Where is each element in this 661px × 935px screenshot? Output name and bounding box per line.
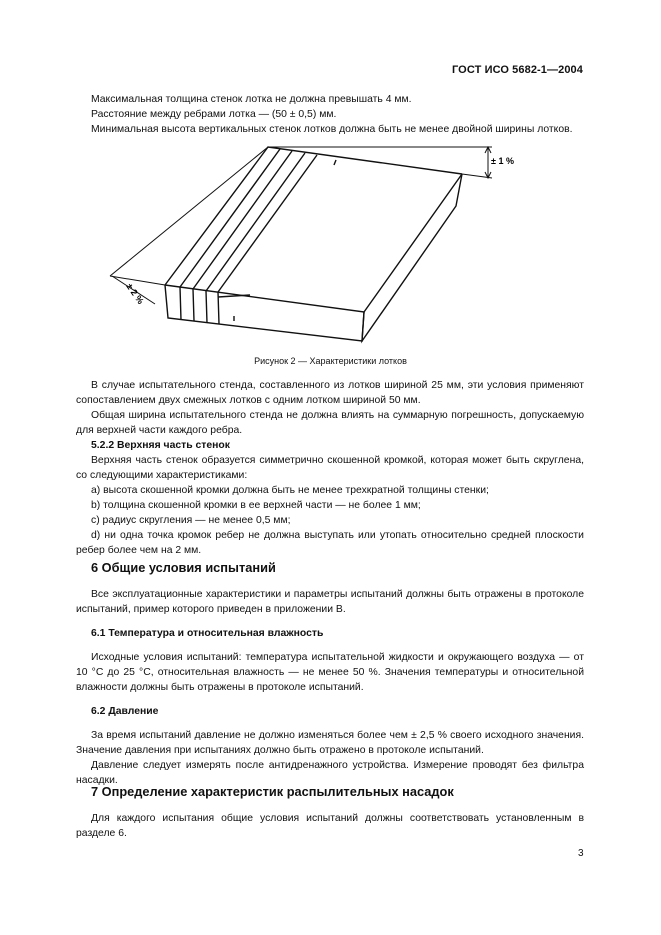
front-rib-2 [193,289,194,321]
section-6-1-paragraph: Исходные условия испытаний: температура испытательной жидкости и окружающего воздуха — от 10 °С до 25 °С, относительная влажность — не менее 50 %. Значения температуры и относительной влажности должны быть отражены в протоколе испытаний. [76,652,584,693]
tray-front-face [165,285,364,341]
item-c: c) радиус скругления — не менее 0,5 мм; [91,515,291,526]
section-5-2-2-intro: Верхняя часть стенок образуется симметрично скошенной кромкой, которая может быть скруглена, со следующими характеристиками: [76,455,584,481]
tray-top-back-edge [165,147,462,285]
section-6-2-paragraph-2: Давление следует измерять после антидренажного устройства. Измерение проводят без фильтра насадки. [76,760,584,786]
figure-caption: Рисунок 2 — Характеристики лотков [254,356,407,366]
intro-block [76,92,584,137]
intro-line-1: Максимальная толщина стенок лотка не должна превышать 4 мм. [91,94,412,105]
front-rib-ledge [218,295,250,297]
document-header: ГОСТ ИСО 5682-1—2004 [451,64,583,76]
item-d: d) ни одна точка кромок ребер не должна выступать или утопать относительно средней плоскости ребер более чем на 2 мм. [76,530,584,556]
front-rib-3 [206,291,207,323]
after-figure-block [76,378,584,558]
page-number: 3 [578,848,584,859]
section-7-paragraph: Для каждого испытания общие условия испытаний должны соответствовать установленным в разделе 6. [76,813,584,839]
section-6-2-title: 6.2 Давление [91,706,159,717]
tray-drawing [100,136,514,346]
section-7-title: 7 Определение характеристик распылительных насадок [91,784,454,799]
intro-line-3: Минимальная высота вертикальных стенок лотков должна быть не менее двойной ширины лотков. [91,124,573,135]
paragraph-total-width: Общая ширина испытательного стенда не должна влиять на суммарную погрешность, допускаемую для верхней части каждого ребра. [76,410,584,436]
label-plus-minus-1: ± 1 % [491,156,514,166]
section-6-title: 6 Общие условия испытаний [91,560,276,575]
paragraph-test-stand: В случае испытательного стенда, составленного из лотков шириной 25 мм, эти условия применяют сопоставлением двух смежных лотков с одним лотком шириной 50 мм. [76,380,584,406]
rib-line-3 [206,153,305,291]
section-6-1-title: 6.1 Температура и относительная влажность [91,628,324,639]
item-a: a) высота скошенной кромки должна быть не менее трехкратной толщины стенки; [91,485,489,496]
section-6 [76,560,584,788]
item-b: b) толщина скошенной кромки в ее верхней части — не более 1 мм; [91,500,421,511]
section-6-paragraph: Все эксплуатационные характеристики и параметры испытаний должны быть отражены в протоколе испытаний, пример которого приведен в приложении В. [76,589,584,615]
rib-tick-top [334,160,336,165]
section-7 [76,784,584,841]
rib-line-1 [180,149,280,287]
section-5-2-2-title: 5.2.2 Верхняя часть стенок [91,440,230,451]
section-6-2-paragraph-1: За время испытаний давление не должно изменяться более чем ± 2,5 % своего исходного значения. Значение давления при испытаниях должно быть отражено в протоколе испытаний. [76,730,584,756]
label-plus-minus-2: ± 2 % [124,281,146,306]
intro-line-2: Расстояние между ребрами лотка — (50 ± 0,5) мм. [91,109,337,120]
figure-trays [100,136,514,349]
rib-line-2 [193,151,292,289]
tray-side-face [362,174,462,341]
front-rib-1 [180,287,181,320]
